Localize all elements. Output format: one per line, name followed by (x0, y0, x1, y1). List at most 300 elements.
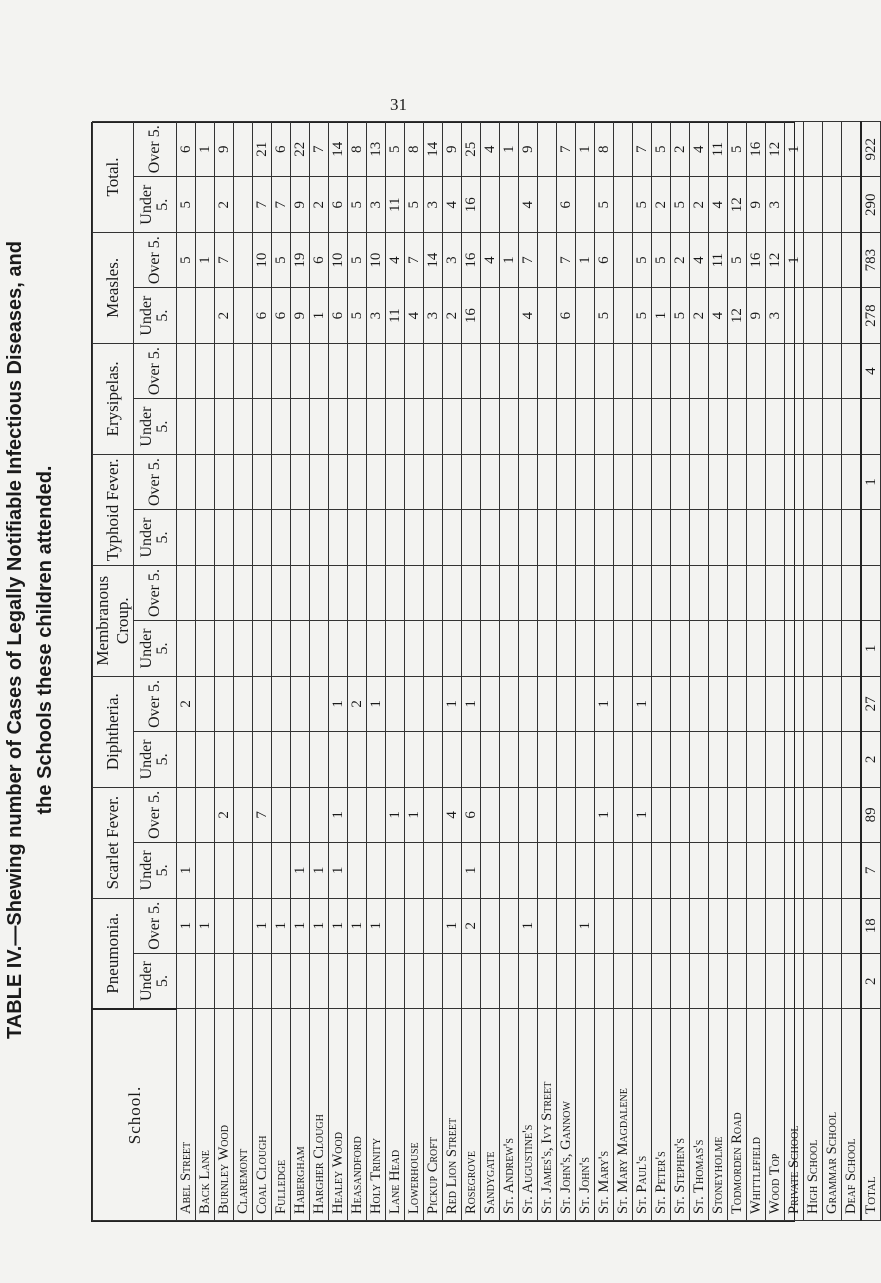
count-cell: 2 (671, 122, 690, 177)
count-cell (766, 565, 785, 620)
count-cell (196, 288, 215, 343)
count-cell (766, 787, 785, 842)
count-cell (804, 399, 823, 454)
count-cell (253, 732, 272, 787)
count-cell: 1 (633, 787, 652, 842)
count-cell (481, 343, 500, 398)
count-cell (519, 843, 538, 898)
measles-header: Measles. (93, 232, 134, 343)
count-cell: 4 (481, 122, 500, 177)
count-cell (462, 399, 481, 454)
count-cell: 7 (519, 232, 538, 287)
count-cell (785, 177, 804, 232)
count-cell (234, 288, 253, 343)
count-cell (709, 454, 728, 509)
count-cell (234, 732, 253, 787)
count-cell (443, 565, 462, 620)
count-cell (557, 510, 576, 565)
table-row (329, 122, 348, 1221)
count-cell (652, 621, 671, 676)
over-5-header: Over 5. (134, 898, 177, 953)
count-cell (500, 676, 519, 731)
count-cell (215, 898, 234, 953)
count-cell (272, 843, 291, 898)
count-cell (652, 843, 671, 898)
table-row (215, 122, 234, 1221)
count-cell (595, 510, 614, 565)
count-cell (405, 343, 424, 398)
count-cell (728, 343, 747, 398)
count-cell (614, 399, 633, 454)
count-cell: 2 (443, 288, 462, 343)
school-name: St. John's, Gannow (557, 1009, 576, 1221)
count-cell: 2 (690, 177, 709, 232)
count-cell: 16 (747, 122, 766, 177)
rotated-table-canvas (92, 121, 879, 1221)
count-cell (538, 621, 557, 676)
count-cell (291, 565, 310, 620)
count-cell (842, 676, 862, 731)
count-cell (709, 732, 728, 787)
count-cell: 1 (196, 122, 215, 177)
count-cell: 9 (291, 177, 310, 232)
total-cell (861, 510, 881, 565)
table-row (614, 122, 633, 1221)
count-cell (557, 843, 576, 898)
count-cell (728, 843, 747, 898)
count-cell (519, 399, 538, 454)
count-cell: 11 (709, 232, 728, 287)
count-cell (424, 399, 443, 454)
count-cell (557, 898, 576, 953)
count-cell: 1 (177, 898, 196, 953)
count-cell (728, 954, 747, 1009)
count-cell (481, 454, 500, 509)
count-cell (234, 343, 253, 398)
under-5-header: Under 5. (134, 510, 177, 565)
count-cell (196, 399, 215, 454)
count-cell (576, 510, 595, 565)
count-cell: 5 (652, 232, 671, 287)
count-cell: 12 (728, 177, 747, 232)
count-cell (538, 843, 557, 898)
count-cell (234, 676, 253, 731)
count-cell: 4 (481, 232, 500, 287)
count-cell (443, 510, 462, 565)
count-cell (348, 954, 367, 1009)
count-cell: 1 (785, 232, 804, 287)
count-cell (671, 399, 690, 454)
typhoid-fever-header: Typhoid Fever. (93, 454, 134, 565)
count-cell (272, 676, 291, 731)
count-cell (595, 454, 614, 509)
count-cell (614, 954, 633, 1009)
count-cell: 7 (253, 787, 272, 842)
count-cell (481, 510, 500, 565)
count-cell (462, 565, 481, 620)
count-cell (272, 732, 291, 787)
count-cell (614, 732, 633, 787)
page-number: 31 (390, 95, 407, 114)
count-cell (215, 399, 234, 454)
count-cell (595, 954, 614, 1009)
count-cell (595, 565, 614, 620)
count-cell: 5 (272, 232, 291, 287)
count-cell (785, 621, 804, 676)
count-cell (633, 454, 652, 509)
count-cell (690, 621, 709, 676)
count-cell (253, 621, 272, 676)
count-cell: 3 (766, 177, 785, 232)
count-cell (709, 621, 728, 676)
pneumonia-header: Pneumonia. (93, 898, 134, 1009)
count-cell (823, 399, 842, 454)
count-cell (443, 454, 462, 509)
count-cell (576, 787, 595, 842)
table-row (272, 122, 291, 1221)
count-cell (842, 954, 862, 1009)
school-column-header: School. (93, 1009, 177, 1221)
count-cell: 9 (443, 122, 462, 177)
count-cell (766, 621, 785, 676)
count-cell (785, 676, 804, 731)
count-cell (291, 621, 310, 676)
table-row (367, 122, 386, 1221)
total-cell: 783 (861, 232, 881, 287)
count-cell (671, 565, 690, 620)
count-cell (595, 621, 614, 676)
count-cell: 4 (386, 232, 405, 287)
count-cell: 16 (462, 288, 481, 343)
count-cell (177, 954, 196, 1009)
count-cell (576, 177, 595, 232)
total-header: Total. (93, 122, 134, 233)
count-cell (291, 787, 310, 842)
count-cell (272, 343, 291, 398)
count-cell: 6 (272, 288, 291, 343)
count-cell (804, 565, 823, 620)
count-cell (538, 343, 557, 398)
count-cell (291, 343, 310, 398)
count-cell (785, 954, 804, 1009)
count-cell (614, 676, 633, 731)
count-cell (614, 232, 633, 287)
count-cell (823, 954, 842, 1009)
count-cell (177, 288, 196, 343)
count-cell (386, 954, 405, 1009)
count-cell (728, 898, 747, 953)
count-cell (823, 732, 842, 787)
count-cell: 2 (215, 288, 234, 343)
count-cell (291, 954, 310, 1009)
count-cell: 1 (519, 898, 538, 953)
count-cell: 6 (310, 232, 329, 287)
count-cell (329, 399, 348, 454)
school-name: Stoneyholme (709, 1009, 728, 1221)
count-cell (842, 177, 862, 232)
count-cell (633, 843, 652, 898)
count-cell (823, 565, 842, 620)
count-cell: 1 (329, 898, 348, 953)
count-cell: 4 (690, 122, 709, 177)
count-cell (633, 510, 652, 565)
count-cell (329, 954, 348, 1009)
school-name: Red Lion Street (443, 1009, 462, 1221)
total-cell: 278 (861, 288, 881, 343)
count-cell (576, 676, 595, 731)
school-name: Coal Clough (253, 1009, 272, 1221)
count-cell (177, 565, 196, 620)
table-row (576, 122, 595, 1221)
school-name: Healey Wood (329, 1009, 348, 1221)
count-cell (234, 399, 253, 454)
count-cell (538, 122, 557, 177)
count-cell: 2 (310, 177, 329, 232)
count-cell (443, 343, 462, 398)
count-cell (177, 399, 196, 454)
count-cell (728, 621, 747, 676)
school-name: St. Mary's (595, 1009, 614, 1221)
count-cell: 1 (443, 676, 462, 731)
over-5-header: Over 5. (134, 232, 177, 287)
table-row (405, 122, 424, 1221)
count-cell (272, 565, 291, 620)
count-cell (405, 454, 424, 509)
count-cell (652, 510, 671, 565)
count-cell: 14 (424, 122, 443, 177)
table-row (481, 122, 500, 1221)
count-cell (671, 954, 690, 1009)
count-cell: 10 (367, 232, 386, 287)
count-cell (386, 732, 405, 787)
school-name: Burnley Wood (215, 1009, 234, 1221)
count-cell (405, 399, 424, 454)
count-cell: 9 (747, 177, 766, 232)
count-cell (519, 565, 538, 620)
table-row (652, 122, 671, 1221)
count-cell (481, 288, 500, 343)
school-name: Rosegrove (462, 1009, 481, 1221)
count-cell (272, 954, 291, 1009)
count-cell (614, 621, 633, 676)
count-cell (310, 676, 329, 731)
count-cell (215, 343, 234, 398)
count-cell (405, 676, 424, 731)
count-cell (576, 343, 595, 398)
count-cell: 1 (500, 122, 519, 177)
count-cell: 1 (462, 676, 481, 731)
table-frame (91, 122, 879, 1222)
under-5-header: Under 5. (134, 621, 177, 676)
count-cell: 1 (310, 843, 329, 898)
count-cell (671, 732, 690, 787)
count-cell (196, 954, 215, 1009)
count-cell (481, 399, 500, 454)
count-cell (842, 565, 862, 620)
count-cell (785, 565, 804, 620)
count-cell (652, 676, 671, 731)
table-row (671, 122, 690, 1221)
diphtheria-header: Diphtheria. (93, 676, 134, 787)
erysipelas-header: Erysipelas. (93, 343, 134, 454)
count-cell: 16 (747, 232, 766, 287)
count-cell (367, 732, 386, 787)
count-cell (196, 787, 215, 842)
count-cell: 1 (367, 898, 386, 953)
school-name: St. John's (576, 1009, 595, 1221)
count-cell (519, 787, 538, 842)
count-cell (842, 232, 862, 287)
count-cell (348, 843, 367, 898)
count-cell (804, 676, 823, 731)
count-cell (538, 510, 557, 565)
count-cell (728, 399, 747, 454)
count-cell (367, 399, 386, 454)
count-cell: 22 (291, 122, 310, 177)
count-cell: 2 (177, 676, 196, 731)
count-cell: 1 (576, 122, 595, 177)
count-cell (823, 621, 842, 676)
count-cell: 1 (329, 787, 348, 842)
count-cell (519, 954, 538, 1009)
count-cell (177, 510, 196, 565)
count-cell (804, 288, 823, 343)
count-cell: 7 (272, 177, 291, 232)
count-cell: 11 (386, 288, 405, 343)
disease-school-table (92, 121, 881, 1221)
count-cell (291, 676, 310, 731)
count-cell (519, 510, 538, 565)
count-cell (842, 454, 862, 509)
count-cell: 1 (329, 843, 348, 898)
count-cell: 1 (272, 898, 291, 953)
count-cell (538, 177, 557, 232)
count-cell (348, 343, 367, 398)
count-cell (234, 565, 253, 620)
count-cell (576, 621, 595, 676)
count-cell (614, 343, 633, 398)
count-cell (519, 454, 538, 509)
count-cell (177, 787, 196, 842)
count-cell: 3 (424, 177, 443, 232)
count-cell (310, 954, 329, 1009)
count-cell (177, 454, 196, 509)
count-cell (690, 898, 709, 953)
count-cell (386, 454, 405, 509)
count-cell: 1 (595, 787, 614, 842)
count-cell: 16 (462, 177, 481, 232)
count-cell (462, 510, 481, 565)
table-row (386, 122, 405, 1221)
count-cell (823, 288, 842, 343)
count-cell (595, 898, 614, 953)
count-cell (652, 399, 671, 454)
count-cell: 7 (557, 232, 576, 287)
count-cell (500, 399, 519, 454)
table-row (690, 122, 709, 1221)
count-cell (804, 787, 823, 842)
count-cell (253, 565, 272, 620)
count-cell (595, 843, 614, 898)
count-cell (234, 843, 253, 898)
count-cell (690, 843, 709, 898)
table-row (500, 122, 519, 1221)
count-cell (557, 787, 576, 842)
count-cell: 1 (367, 676, 386, 731)
count-cell (215, 676, 234, 731)
count-cell (671, 621, 690, 676)
count-cell (310, 454, 329, 509)
total-cell: 1 (861, 454, 881, 509)
table-row (709, 122, 728, 1221)
table-title (0, 50, 60, 1230)
over-5-header: Over 5. (134, 122, 177, 177)
count-cell (804, 732, 823, 787)
count-cell: 5 (671, 288, 690, 343)
count-cell (709, 954, 728, 1009)
count-cell (576, 954, 595, 1009)
count-cell: 1 (310, 898, 329, 953)
table-row (196, 122, 215, 1221)
count-cell (253, 343, 272, 398)
count-cell (652, 787, 671, 842)
table-row (557, 122, 576, 1221)
count-cell (842, 122, 862, 177)
count-cell (747, 676, 766, 731)
count-cell: 1 (291, 843, 310, 898)
count-cell (595, 399, 614, 454)
count-cell (614, 787, 633, 842)
count-cell (785, 898, 804, 953)
total-cell: 1 (861, 621, 881, 676)
school-name: High School (804, 1009, 823, 1221)
count-cell (823, 898, 842, 953)
count-cell (728, 510, 747, 565)
school-name: St. James's, Ivy Street (538, 1009, 557, 1221)
count-cell: 5 (177, 177, 196, 232)
count-cell (196, 177, 215, 232)
count-cell: 5 (177, 232, 196, 287)
count-cell: 12 (728, 288, 747, 343)
count-cell (196, 454, 215, 509)
count-cell (747, 621, 766, 676)
count-cell (652, 898, 671, 953)
count-cell (652, 565, 671, 620)
total-row (861, 122, 881, 1221)
count-cell: 5 (348, 232, 367, 287)
count-cell (690, 732, 709, 787)
count-cell (424, 676, 443, 731)
table-row (291, 122, 310, 1221)
count-cell: 5 (348, 177, 367, 232)
count-cell (785, 343, 804, 398)
count-cell (785, 787, 804, 842)
table-row (177, 122, 196, 1221)
count-cell (519, 732, 538, 787)
count-cell: 3 (766, 288, 785, 343)
under-5-header: Under 5. (134, 399, 177, 454)
count-cell: 5 (595, 288, 614, 343)
count-cell (766, 510, 785, 565)
count-cell (614, 565, 633, 620)
count-cell (557, 676, 576, 731)
count-cell (329, 621, 348, 676)
count-cell (766, 676, 785, 731)
count-cell (538, 898, 557, 953)
school-name: Todmorden Road (728, 1009, 747, 1221)
count-cell (766, 399, 785, 454)
count-cell: 4 (709, 288, 728, 343)
